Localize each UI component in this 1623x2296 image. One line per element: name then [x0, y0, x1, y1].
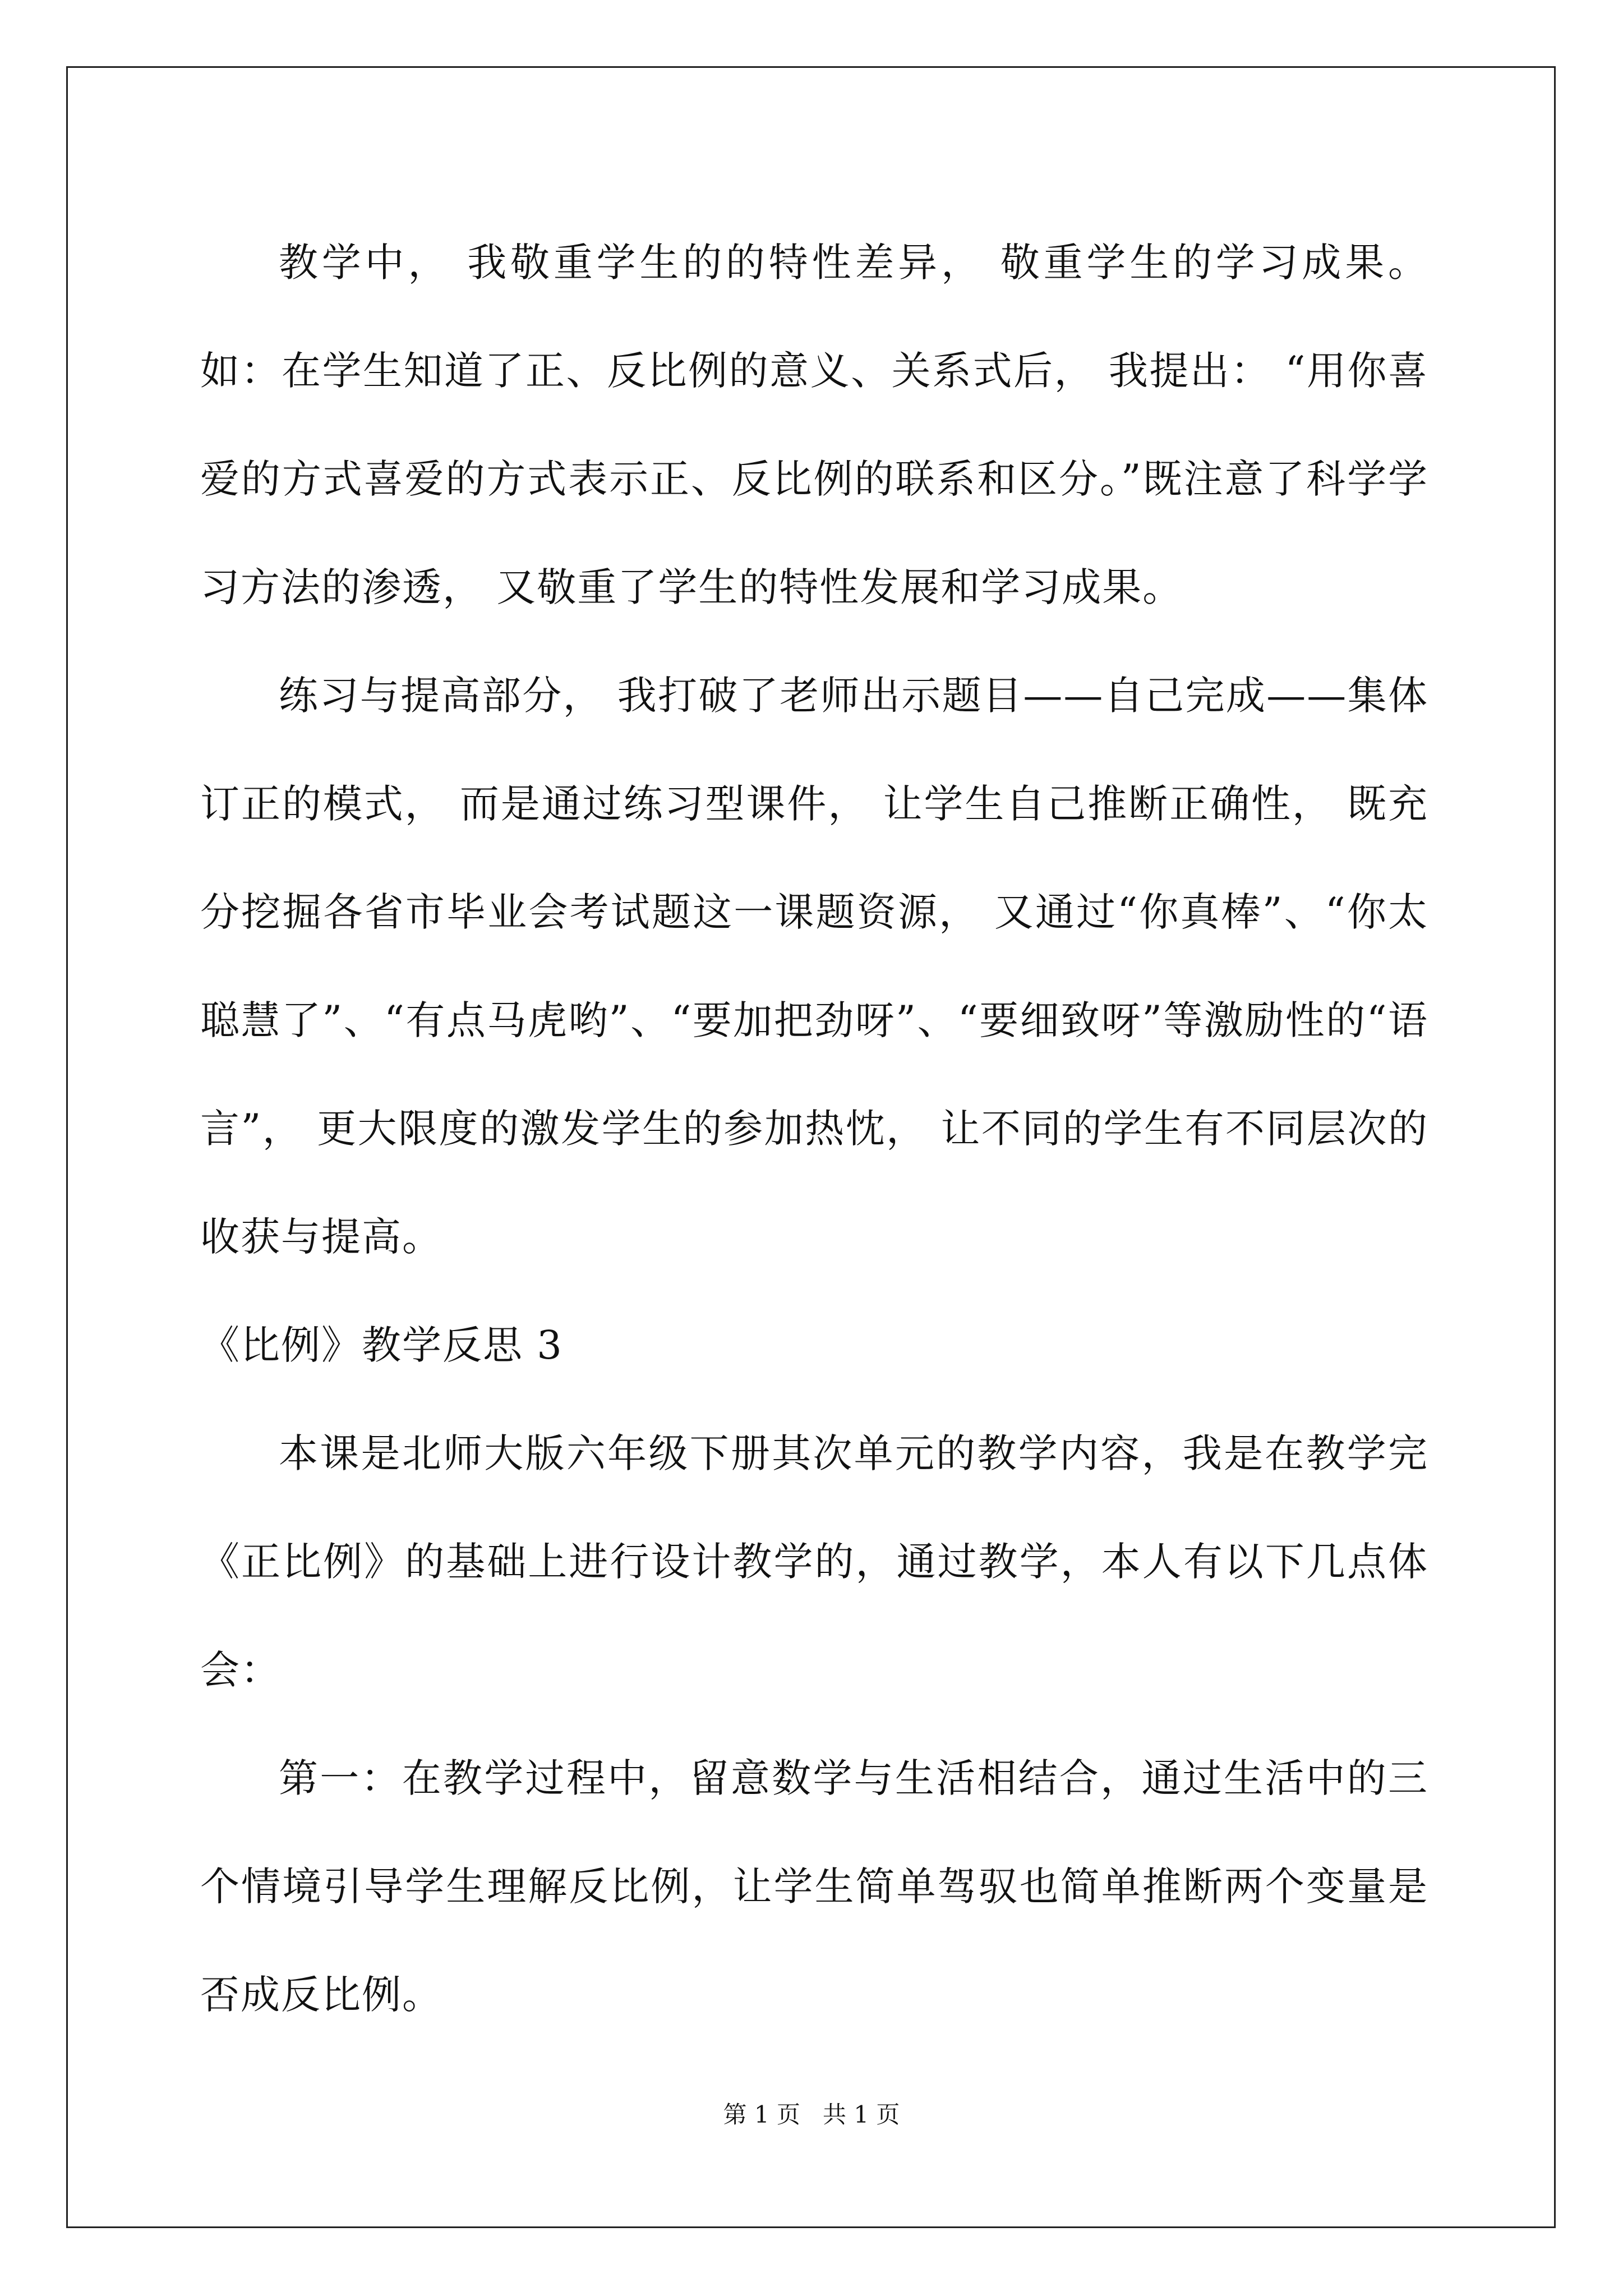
page-footer [0, 2098, 1623, 2132]
section-heading: 《比例》教学反思 3 [200, 1322, 563, 1368]
paragraph-2: 练习与提高部分， 我打破了老师出示题目——自己完成——集体订正的模式， 而是通过练习型课件， 让学生自己推断正确性， 既充分挖掘各省市毕业会考试题这一课题资源， 又通过“你真棒”、“你太聪慧了”、“有点马虎哟”、“要加把劲呀”、“要细致呀”等激励性的“语言”， 更大限度的激发学生的参加热忱， 让不同的学生有不同层次的收获与提高。 [200, 673, 1428, 1260]
page-number-current: 第 1 页 [723, 2101, 800, 2128]
paragraph-1: 教学中， 我敬重学生的的特性差异， 敬重学生的学习成果。如：在学生知道了正、反比例的意义、关系式后， 我提出： “用你喜爱的方式喜爱的方式表示正、反比例的联系和区分。”既注意了科学学习方法的渗透， 又敬重了学生的特性发展和学习成果。 [200, 240, 1428, 610]
page-number-total: 共 1 页 [823, 2101, 900, 2128]
document-body [200, 209, 1428, 2049]
paragraph-4: 第一：在教学过程中，留意数学与生活相结合，通过生活中的三个情境引导学生理解反比例，让学生简单驾驭也简单推断两个变量是否成反比例。 [200, 1755, 1428, 2018]
paragraph-3: 本课是北师大版六年级下册其次单元的教学内容，我是在教学完《正比例》的基础上进行设计教学的，通过教学，本人有以下几点体会： [200, 1430, 1428, 1693]
